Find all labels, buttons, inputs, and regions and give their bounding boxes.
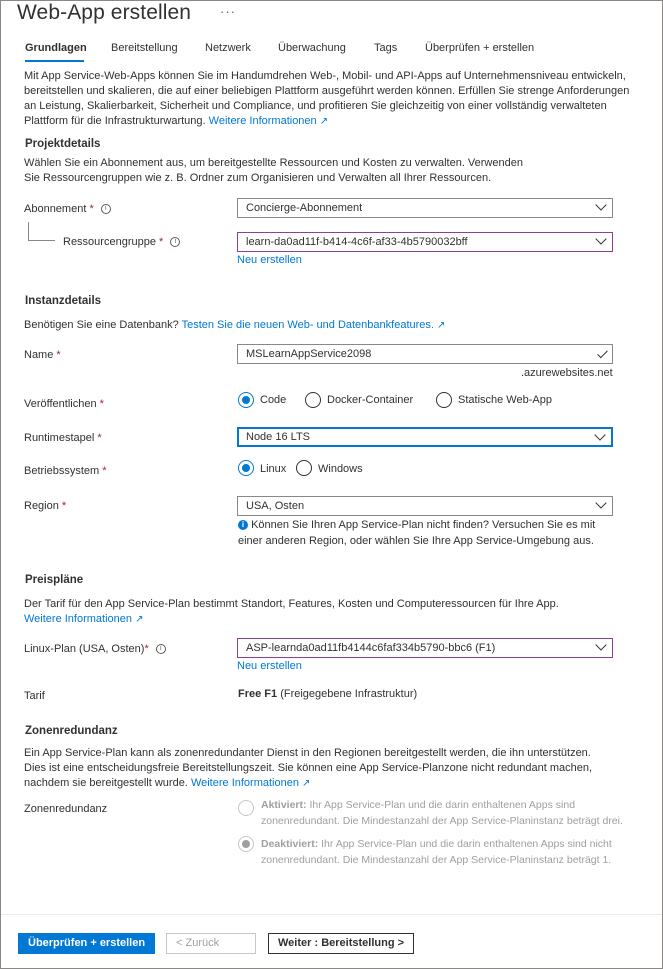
resource-group-value: learn-da0ad11f-b414-4c6f-af33-4b5790032bff <box>246 236 468 248</box>
tier-name: Free F1 <box>238 688 278 700</box>
info-filled-icon: i <box>238 520 248 530</box>
os-windows-label[interactable]: Windows <box>318 463 363 475</box>
zone-disabled-radio[interactable] <box>238 836 254 852</box>
chevron-down-icon <box>595 639 606 650</box>
zone-enabled-radio[interactable] <box>238 800 254 816</box>
next-button[interactable]: Weiter : Bereitstellung > <box>268 933 414 954</box>
resource-group-label <box>63 236 180 248</box>
zone-enabled-option <box>261 797 641 829</box>
intro-text <box>24 69 644 129</box>
zone-disabled-option <box>261 836 641 868</box>
subscription-label <box>24 203 111 215</box>
app-name-input[interactable] <box>237 344 613 364</box>
info-icon[interactable]: i <box>170 237 180 247</box>
os-label <box>24 465 107 477</box>
name-label-text: Name <box>24 349 54 361</box>
required-marker: * <box>97 432 102 444</box>
app-name-value: MSLearnAppService2098 <box>246 348 372 360</box>
os-linux-radio[interactable] <box>238 460 254 476</box>
resource-group-label-text: Ressourcengruppe <box>63 236 156 248</box>
os-linux-label[interactable]: Linux <box>260 463 287 475</box>
resource-group-create-new-link[interactable]: Neu erstellen <box>237 254 302 266</box>
info-icon[interactable]: i <box>156 644 166 654</box>
runtime-label-text: Runtimestapel <box>24 432 95 444</box>
pricing-learn-more-link[interactable]: Weitere Informationen <box>24 613 133 625</box>
zone-disabled-text: Ihr App Service-Plan und die darin enthaltenen Apps sind nicht zonenredundant. Die Mindestanzahl der App Service-Planinstanz beträgt 1. <box>261 838 612 866</box>
external-link-icon: ↗ <box>302 778 311 789</box>
resource-group-select[interactable] <box>237 232 613 252</box>
zone-redundancy-heading: Zonenredundanz <box>25 725 118 737</box>
zone-description-text: Ein App Service-Plan kann als zonenredundanter Dienst in den Regionen bereitgestellt werden, die ihn unterstützen. Dies ist eine entscheidungsfreie Bereitstellungszeit. Sie können eine App Service-Planzone nicht redundant machen, nachdem sie bereitgestellt wurde. <box>24 747 593 789</box>
publish-docker-radio[interactable] <box>305 392 321 408</box>
region-label <box>24 500 66 512</box>
pricing-heading: Preispläne <box>25 574 84 586</box>
region-hint <box>238 517 618 549</box>
zone-disabled-title: Deaktiviert: <box>261 838 319 850</box>
review-create-button[interactable]: Überprüfen + erstellen <box>18 933 155 954</box>
database-question: Benötigen Sie eine Datenbank? <box>24 319 179 331</box>
zone-redundancy-label: Zonenredundanz <box>24 803 108 815</box>
region-select[interactable] <box>237 496 613 516</box>
region-hint-text: Können Sie Ihren App Service-Plan nicht finden? Versuchen Sie es mit einer anderen Region, oder wählen Sie Ihre App Service-Umgebung aus. <box>238 519 596 547</box>
domain-suffix: .azurewebsites.net <box>521 367 613 379</box>
pricing-learn-more <box>24 612 644 627</box>
tab-bereitstellung[interactable]: Bereitstellung <box>111 42 178 54</box>
os-windows-radio[interactable] <box>296 460 312 476</box>
checkmark-icon <box>597 348 608 359</box>
required-marker: * <box>89 203 94 215</box>
page-title: Web-App erstellen <box>17 1 192 24</box>
publish-label <box>24 398 104 410</box>
name-label <box>24 349 61 361</box>
tab-netzwerk[interactable]: Netzwerk <box>205 42 251 54</box>
required-marker: * <box>144 643 149 655</box>
runtime-stack-select[interactable] <box>237 427 613 447</box>
footer-divider <box>1 914 662 915</box>
chevron-down-icon <box>595 233 606 244</box>
publish-code-label[interactable]: Code <box>260 394 287 406</box>
database-features-link[interactable]: Testen Sie die neuen Web- und Datenbankfeatures. <box>181 319 434 331</box>
pricing-description <box>24 597 644 612</box>
tier-value <box>238 688 417 700</box>
zone-enabled-title: Aktiviert: <box>261 799 307 811</box>
more-options-button[interactable]: ··· <box>220 4 236 19</box>
region-label-text: Region <box>24 500 59 512</box>
chevron-down-icon <box>595 199 606 210</box>
required-marker: * <box>159 236 164 248</box>
instance-details-heading: Instanzdetails <box>25 295 102 307</box>
required-marker: * <box>61 500 67 512</box>
back-button[interactable]: < Zurück <box>166 933 256 954</box>
required-marker: * <box>99 398 104 410</box>
zone-enabled-text: Ihr App Service-Plan und die darin enthaltenen Apps sind zonenredundant. Die Mindestanzahl der App Service-Planinstanz beträgt drei. <box>261 799 623 827</box>
subscription-label-text: Abonnement <box>24 203 87 215</box>
tier-label: Tarif <box>24 690 45 702</box>
project-details-description: Wählen Sie ein Abonnement aus, um bereitgestellte Ressourcen und Kosten zu verwalten. Verwenden Sie Ressourcengruppen wie z. B. Ordner zum Organisieren und Verwalten all Ihrer Ressourcen. <box>24 157 523 184</box>
project-details-heading: Projektdetails <box>25 138 101 150</box>
publish-static-radio[interactable] <box>436 392 452 408</box>
publish-label-text: Veröffentlichen <box>24 398 97 410</box>
app-service-plan-value: ASP-learnda0ad11fb4144c6faf334b5790-bbc6 (F1) <box>246 642 496 654</box>
runtime-stack-value: Node 16 LTS <box>246 431 311 443</box>
publish-docker-label[interactable]: Docker-Container <box>327 394 414 406</box>
intro-description: Mit App Service-Web-Apps können Sie im Handumdrehen Web-, Mobil- und API-Apps auf Unternehmensniveau entwickeln, bereitstellen und skalieren, die auf einer beliebigen Plattform ausgeführt werden können. Erfüllen Sie strenge Anforderungen an Leistung, Skalierbarkeit, Sicherheit und Compliance, und profitieren Sie gleichzeitig von einer vollständig verwalteten Plattform für die Infrastrukturwartung. <box>24 70 630 127</box>
external-link-icon: ↗ <box>437 320 446 331</box>
tab-tags[interactable]: Tags <box>374 42 398 54</box>
tab-ueberwachung[interactable]: Überwachung <box>278 42 346 54</box>
tier-detail: (Freigegebene Infrastruktur) <box>280 688 418 700</box>
chevron-down-icon <box>595 497 606 508</box>
external-link-icon: ↗ <box>135 614 144 625</box>
active-tab-indicator <box>25 60 84 62</box>
database-prompt <box>24 318 644 333</box>
tree-connector-horizontal <box>28 240 55 241</box>
publish-code-radio[interactable] <box>238 392 254 408</box>
external-link-icon: ↗ <box>319 116 329 127</box>
zone-redundancy-description <box>24 746 614 791</box>
publish-static-label[interactable]: Statische Web-App <box>458 394 552 406</box>
tab-grundlagen[interactable]: Grundlagen <box>25 42 87 54</box>
intro-learn-more-link[interactable]: Weitere Informationen <box>208 115 317 127</box>
tree-connector-vertical <box>28 222 29 240</box>
region-value: USA, Osten <box>246 500 305 512</box>
runtime-label <box>24 432 102 444</box>
required-marker: * <box>56 349 61 361</box>
chevron-down-icon <box>594 429 605 440</box>
tab-ueberpruefen-erstellen[interactable]: Überprüfen + erstellen <box>425 42 535 54</box>
subscription-select[interactable] <box>237 198 613 218</box>
os-label-text: Betriebssystem <box>24 465 100 477</box>
app-service-plan-select[interactable] <box>237 638 613 658</box>
linux-plan-label-text: Linux-Plan (USA, Osten) <box>24 643 145 655</box>
zone-learn-more-link[interactable]: Weitere Informationen <box>190 777 299 789</box>
required-marker: * <box>102 465 107 477</box>
info-icon[interactable]: i <box>101 204 111 214</box>
plan-create-new-link[interactable]: Neu erstellen <box>237 660 302 672</box>
linux-plan-label <box>24 643 166 655</box>
subscription-value: Concierge-Abonnement <box>246 202 363 214</box>
pricing-description-text: Der Tarif für den App Service-Plan bestimmt Standort, Features, Kosten und Computeressourcen für Ihre App. <box>24 598 559 610</box>
